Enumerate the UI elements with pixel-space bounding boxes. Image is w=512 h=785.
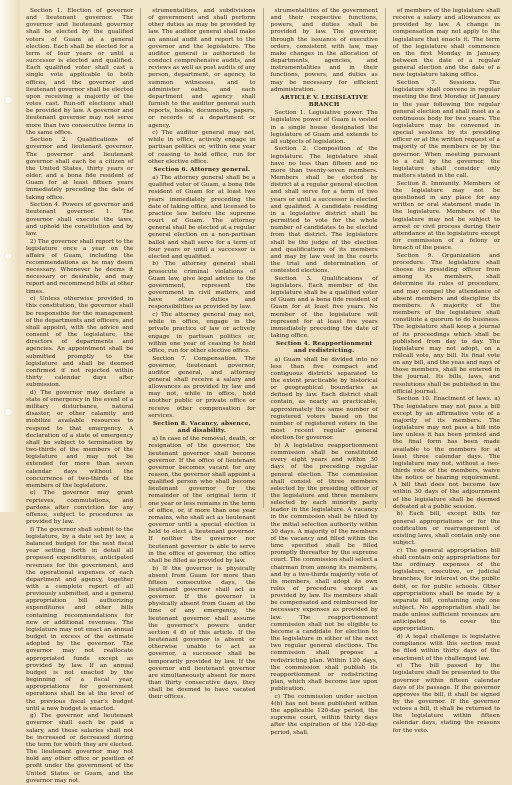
text-column-4 (392, 8, 500, 734)
paragraph: Section 1. Legislative power. The legislative power of Guam is vested in a single house designated the legislature of Guam and extends to all subjects of legislation. (270, 110, 378, 145)
text-column-1 (26, 8, 134, 784)
paragraph: f) The governor shall submit to the legislature, by a date set by law, a balanced budget for the next fiscal year setting forth in detail all proposed expenditures, anticipated revenues for the government, and the operational expenses of each department and agency, together with a complete report of all previously submitted, and a general appropriation bill authorizing expenditures and other bills containing recommendations for new or additional revenues. The legislature may not enact an annual budget in excess of the estimate adopted by the governor. The governor may not reallocate appropriated funds except as provided by law. If an annual budget is not enacted by the beginning of a fiscal year, appropriations for government operations shall be at the level of the previous fiscal year's budget until a new budget is enacted. (26, 526, 134, 712)
section-heading: Section 4. Reapportionment and redistricting. (275, 341, 373, 355)
paragraph: e) The bill passed by the legislature shall be presented to the governor within fifteen calendar days of its passage. If the governor approves the bill, it shall be signed by the governor. If the governor vetoes a bill, it shall be returned to the legislature within fifteen calendar days, stating the reasons for the veto. (392, 663, 500, 734)
binding-margin (0, 0, 20, 512)
paragraph: strumentalities, and subdivisions of government and shall perform other duties as may be provided by law. The auditor general shall make an annual audit and report to the governor and the legislature. The auditor general is authorized to conduct comprehensive audits, and reviews as well as post audits of any person, department, or agency, to summon witnesses, and to administer oaths, and each department and agency shall furnish to the auditor general such reports, books, documents, papers, or records of a department or agency. (148, 8, 256, 129)
text-column-2 (148, 8, 256, 701)
paragraph: c) Unless otherwise provided in this constitution, the governor shall be responsible for the management of the departments and officers, and shall appoint, with the advice and consent of the legislature, the directors of departments and agencies. An appointment shall be submitted promptly to the legislature and shall be deemed confirmed if not rejected within thirty calendar days after submission. (26, 296, 134, 389)
paragraph: b) The attorney general shall prosecute criminal violations of Guam law, give legal advice to the government, represent the government in civil matters, and have other duties and responsibilities as provided by law. (148, 261, 256, 311)
paragraph: Section 3. Qualifications of legislators. Each member of the legislature shall be a qualified voter of Guam and a bona fide resident of Guam for at least five years. No member of the legislature will represent for at least five years immediately preceding the date of taking office. (270, 275, 378, 340)
paragraph: strumentalities of the government and their respective functions, powers, and duties shall be provided by law. The governor, through the issuance of executive orders, consistent with law, may make changes in the allocation of departments, agencies, and instrumentalities and in their functions, powers, and duties as may be necessary for efficient administration. (270, 8, 378, 93)
punch-hole (4, 96, 12, 104)
paragraph: c) The attorney general may not, while in office, engage in the private practice of law or actively engage in partisan politics or, within one year of ceasing to hold office, run for other elective office. (148, 312, 256, 354)
text-column-3 (270, 8, 378, 736)
paragraph: c) The general appropriation bill shall contain only appropriations for the ordinary expenses of the legislature, executive, or judicial branches, for interest on the public debt, or for public schools. Other appropriations shall be made by a separate bill, containing only one subject. No appropriation shall be made unless sufficient revenues are anticipated to cover the appropriation. (392, 547, 500, 633)
paragraph: Section 8. Immunity. Members of the legislature may not be questioned in any place for any written or oral statement made in the legislature. Members of the legislature may not be subject to arrest or civil process during their attendance at the legislature except for commission of a felony or breach of the peace. (392, 180, 500, 252)
section-heading: ARTICLE V. LEGISLATIVE BRANCH (280, 94, 369, 109)
punch-hole (4, 408, 12, 416)
column-divider (263, 8, 264, 508)
section-heading: Section 6. Attorney general. (153, 166, 251, 173)
paragraph: Section 10. Enactment of laws. a) The legislature may not pass a bill except by an affirmative vote of a majority of its members. The legislature may not pass a bill into law unless it has been printed and the final form has been made available to the members for at least three calendar days. The legislature may not, without a two-thirds vote of the members, waive the notice or hearing requirement. A bill that does not become law within 30 days of the adjournment of the legislature shall be deemed defeated at a public session. (392, 396, 500, 510)
paragraph: a) The attorney general shall be a qualified voter of Guam, a bona fide resident of Guam for at least two years immediately preceding the date of taking office, and licensed to practice law before the supreme court of Guam. The attorney general shall be elected at a regular general election on a non-partisan ballot and shall serve for a term of four years or until a successor is elected and qualified. (148, 175, 256, 260)
paragraph: a) Guam shall be divided into no less than five compact and contiguous districts separated to the extent practicable by historical or geographical boundaries as defined by law. Each district shall contain, as nearly as practicable, approximately the same number of registered voters based on the number of registered voters in the most recent regular general election for governor. (270, 356, 378, 442)
paragraph: b) A legislative reapportionment commission shall be constituted every eight years and within 30 days of the preceding regular general election. The commission shall consist of three members selected by the presiding officer of the legislature and three members selected by each minority party leader in the legislature. A vacancy in the commission shall be filled by the initial selection authority within 30 days. A majority of the members of the vacancy and filled within the time specified shall be filled promptly thereafter by the supreme court. The commission shall select a chairman from among its members, and by a two-thirds majority vote of its members, shall adopt its own rules of procedure except as provided by law. Its members shall be compensated and reimbursed for necessary expenses as provided by law. The reapportionment commission shall not be eligible to become a candidate for election to the legislature in either of the next two regular general elections. The commission shall propose a redistricting plan. Within 120 days, the commission shall publish its reapportionment or redistricting plan, which shall become law upon publication. (270, 442, 378, 693)
paragraph: e) The governor may grant reprieves, commutations, and pardons after conviction for any offense, subject to procedures as provided by law. (26, 490, 134, 526)
paragraph: d) A legal challenge is legislative compliance with this section must be filed within thirty days of the enactment of the challenged law. (392, 634, 500, 662)
paragraph: a) In case of the removal, death, or resignation of the governor, the lieutenant governor shall become governor. If the office of lieutenant governor becomes vacant for any reason, the governor shall appoint a qualified person who shall become lieutenant governor for the remainder of the original term if one year or less remains in the term of office, or, if more than one year remains, who shall act as lieutenant governor until a special election is held to elect a lieutenant governor. If neither the governor nor lieutenant governor is able to serve in the office of governor, the office shall be filled as provided by law. (148, 436, 256, 564)
paragraph: Section 9. Organization and procedure. The legislature shall choose its presiding officer from among its members, shall determine its rules of procedure, and may compel the attendance of absent members and discipline its members. A majority of the members of the legislature shall constitute a quorum to do business. The legislature shall keep a journal of its proceedings which shall be published from day to day. The legislature may not adopt, on a rollcall vote, any bill. Its final vote on any bill, and the yeas and nays of those members, shall be entered in the journal. Its bills, laws, and resolutions shall be published in the official journal. (392, 252, 500, 395)
paragraph: c) The commission under section 4(b) has not been published within the applicable 120-day period, the supreme court, within thirty days after the expiration of the 120-day period, shall. (270, 693, 378, 736)
section-heading: Section 8. Vacancy, absence, and disability. (152, 420, 251, 435)
paragraph: 2) The governor shall report to the legislature once a year on the affairs of Guam, including the recommendations as he may deem necessary. Whenever he deems it necessary or desirable, and may report and recommend bills at other times. (26, 238, 134, 295)
punch-hole (4, 252, 12, 260)
paragraph: Section 7. Compensation. The governor, lieutenant governor, auditor general, and attorney general shall receive a salary and allowances as provided by law and may not, while in office, hold another public or private office or receive other compensation for services. (148, 355, 256, 419)
paragraph: Section 1. Election of governor and lieutenant governor. The governor and lieutenant governor shall be elected by the qualified voters of Guam at a general election. Each shall be elected for a term of four years or until a successor is elected and qualified. Each qualified voter shall cast a single vote applicable to both offices, and the governor and lieutenant governor shall be elected upon receiving a majority of the votes cast. Run-off elections shall be provided by law. A governor and lieutenant governor may not serve more than two consecutive terms in the same office. (26, 8, 134, 136)
paragraph: b) If the governor is physically absent from Guam for more than fifteen consecutive days, the lieutenant governor shall act as governor. If the governor is physically absent from Guam at the time of any emergency, the lieutenant governor shall assume the governor's powers under section 4 d) of this article. If the lieutenant governor is absent or otherwise unable to act as governor, a successor shall be temporarily provided by law. If the governor and lieutenant governor are simultaneously absent for more than thirty consecutive days, they shall be deemed to have vacated their offices. (148, 565, 256, 701)
paragraph: of members of the legislature shall receive a salary and allowances as provided by law. A change in compensation may not apply to the legislature that enacts it. The term of the legislature shall commence on the first Monday in January between the date of a regular general election and the date of a new legislature taking office. (392, 8, 500, 79)
paragraph: d) The governor may declare a state of emergency in the event of a military disturbance, natural disaster, or other calamity and mobilize available resources to respond to that emergency. A declaration of a state of emergency shall be subject to termination by two-thirds of the members of the legislature and may not be extended for more than seven calendar days without the concurrence of two-thirds of the members of the legislature. (26, 389, 134, 489)
paragraph: b) Each bill, except bills for general appropriations or for the codification or rearrangement of existing laws, shall contain only one subject. (392, 511, 500, 547)
paragraph: Section 2. Composition of the legislature. The legislature shall have no less than fifteen and no more than twenty-seven members. Members shall be elected by district at a regular general election and shall serve for a term of two years or until a successor is elected and qualified. A candidate residing in a legislative district shall be permitted to vote for the whole number of candidates to be elected from that district. The legislature shall be the judge of the election and qualifications of its members and may by law vest in the courts the trial and determination of contested elections. (270, 146, 378, 275)
paragraph: Section 4. Powers of governor and lieutenant governor. 1. The governor shall execute the laws, and uphold the constitution and by law. (26, 202, 134, 237)
text-columns (26, 8, 500, 784)
paragraph: c) The auditor general may not, while in office, actively engage in partisan politics or, within one year of ceasing to hold office, run for other elective office. (148, 130, 256, 165)
column-divider (385, 8, 386, 508)
column-divider (140, 8, 141, 508)
paragraph: Section 7. Sessions. The legislature shall convene in regular meeting the first Monday of January in the year following the regular general election and shall meet as a continuous body for two years. The legislature may be convened in special sessions by its presiding officer or at the written request of a majority of the members or by the governor. When meeting pursuant to a call by the governor, the legislature shall consider only matters stated in the call. (392, 80, 500, 180)
paragraph: g) The governor and lieutenant governor shall each be paid a salary, and these salaries shall not be increased or decreased during the term for which they are elected. The lieutenant governor may not hold any other office or position of profit under the government of the United States or Guam, and the governor may not. (26, 713, 134, 784)
paragraph: Section 2. Qualifications of governor and lieutenant governor. The governor and lieutenant governor shall each be a citizen of the United States, thirty years or older, and a bona fide resident of Guam for at least fifteen years immediately preceding the date of taking office. (26, 137, 134, 201)
